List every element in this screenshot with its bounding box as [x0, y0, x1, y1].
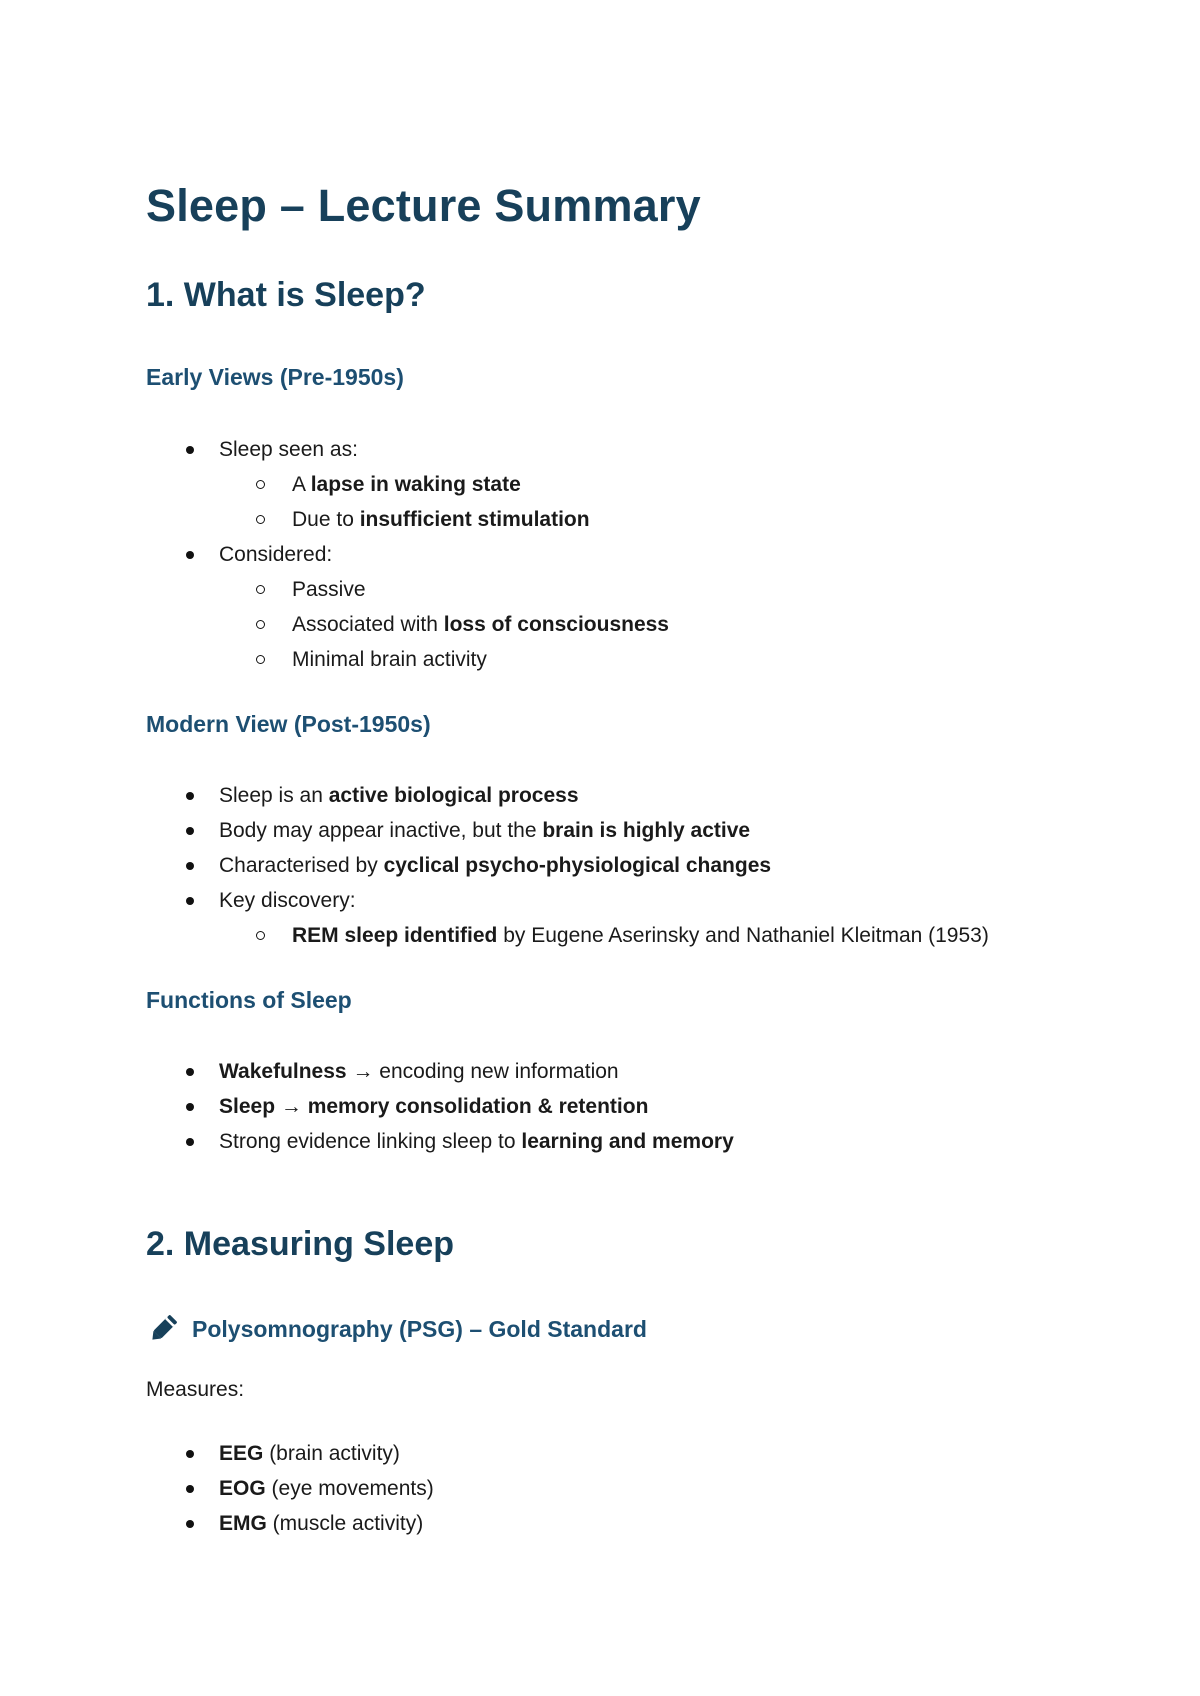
section-heading-measuring-sleep: 2. Measuring Sleep [146, 1225, 454, 1263]
list-text: Minimal brain activity [292, 648, 487, 671]
list-item [146, 537, 1106, 572]
list-text: (muscle activity) [266, 1512, 424, 1535]
bold-text: Wakefulness [219, 1060, 347, 1083]
bullet-icon [186, 792, 194, 800]
list-text: → encoding new information [346, 1060, 619, 1083]
modern-view-list [146, 778, 1106, 953]
bullet-icon [186, 551, 194, 559]
sub-list-item [146, 642, 1106, 677]
list-item [146, 1124, 1106, 1159]
list-item [146, 778, 1106, 813]
bold-text: memory consolidation & retention [307, 1095, 649, 1118]
bold-text: lapse in waking state [310, 473, 521, 496]
bullet-icon [186, 1103, 194, 1111]
bold-text: loss of consciousness [443, 613, 669, 636]
hollow-bullet-icon [256, 480, 265, 489]
hollow-bullet-icon [256, 931, 265, 940]
bullet-icon [186, 1138, 194, 1146]
list-text: Due to [292, 508, 360, 531]
bullet-icon [186, 862, 194, 870]
bullet-icon [186, 897, 194, 905]
subheading-early-views: Early Views (Pre-1950s) [146, 364, 404, 390]
bold-text: cyclical psycho-physiological changes [383, 854, 772, 877]
subheading-functions-of-sleep: Functions of Sleep [146, 987, 352, 1013]
list-item [146, 1054, 1106, 1089]
list-text: Associated with [292, 613, 444, 636]
list-item [146, 1471, 1106, 1506]
measures-label: Measures: [146, 1378, 245, 1401]
list-text: A [292, 473, 311, 496]
pencil-icon [146, 1312, 180, 1346]
bold-text: Sleep [219, 1095, 276, 1118]
subheading-modern-view: Modern View (Post-1950s) [146, 711, 431, 737]
bullet-icon [186, 1068, 194, 1076]
list-text: Strong evidence linking sleep to [219, 1130, 522, 1153]
sub-list-item [146, 918, 1106, 953]
bold-text: REM sleep identified [292, 924, 498, 947]
sub-list-item [146, 467, 1106, 502]
list-item [146, 848, 1106, 883]
bullet-icon [186, 446, 194, 454]
bold-text: EMG [219, 1512, 267, 1535]
list-item [146, 1506, 1106, 1541]
list-item [146, 1089, 1106, 1124]
bold-text: learning and memory [521, 1130, 734, 1153]
section-heading-what-is-sleep: 1. What is Sleep? [146, 276, 426, 314]
sub-list-item [146, 502, 1106, 537]
bullet-icon [186, 1485, 194, 1493]
list-text: → [275, 1095, 308, 1118]
list-item [146, 813, 1106, 848]
bullet-icon [186, 1520, 194, 1528]
polysomnography-heading-text: Polysomnography (PSG) – Gold Standard [192, 1315, 647, 1342]
list-item [146, 432, 1106, 467]
hollow-bullet-icon [256, 655, 265, 664]
early-views-list [146, 432, 1106, 677]
list-item [146, 883, 1106, 918]
document-title: Sleep – Lecture Summary [146, 180, 701, 231]
list-text: Sleep seen as: [219, 438, 358, 461]
bullet-icon [186, 827, 194, 835]
bold-text: brain is highly active [542, 819, 751, 842]
list-text: (brain activity) [263, 1442, 400, 1465]
sub-list-item [146, 572, 1106, 607]
hollow-bullet-icon [256, 620, 265, 629]
sub-list-item [146, 607, 1106, 642]
functions-list [146, 1054, 1106, 1159]
subheading-polysomnography [146, 1312, 647, 1346]
list-text: Sleep is an [219, 784, 329, 807]
list-text: Key discovery: [219, 889, 356, 912]
bold-text: insufficient stimulation [359, 508, 590, 531]
list-item [146, 1436, 1106, 1471]
list-text: by Eugene Aserinsky and Nathaniel Kleitman (1953) [497, 924, 989, 947]
hollow-bullet-icon [256, 585, 265, 594]
list-text: Passive [292, 578, 366, 601]
psg-measures-list [146, 1436, 1106, 1541]
list-text: Body may appear inactive, but the [219, 819, 543, 842]
hollow-bullet-icon [256, 515, 265, 524]
bold-text: EOG [219, 1477, 266, 1500]
list-text: Considered: [219, 543, 333, 566]
bold-text: active biological process [328, 784, 579, 807]
bullet-icon [186, 1450, 194, 1458]
bold-text: EEG [219, 1442, 264, 1465]
list-text: Characterised by [219, 854, 384, 877]
list-text: (eye movements) [265, 1477, 434, 1500]
